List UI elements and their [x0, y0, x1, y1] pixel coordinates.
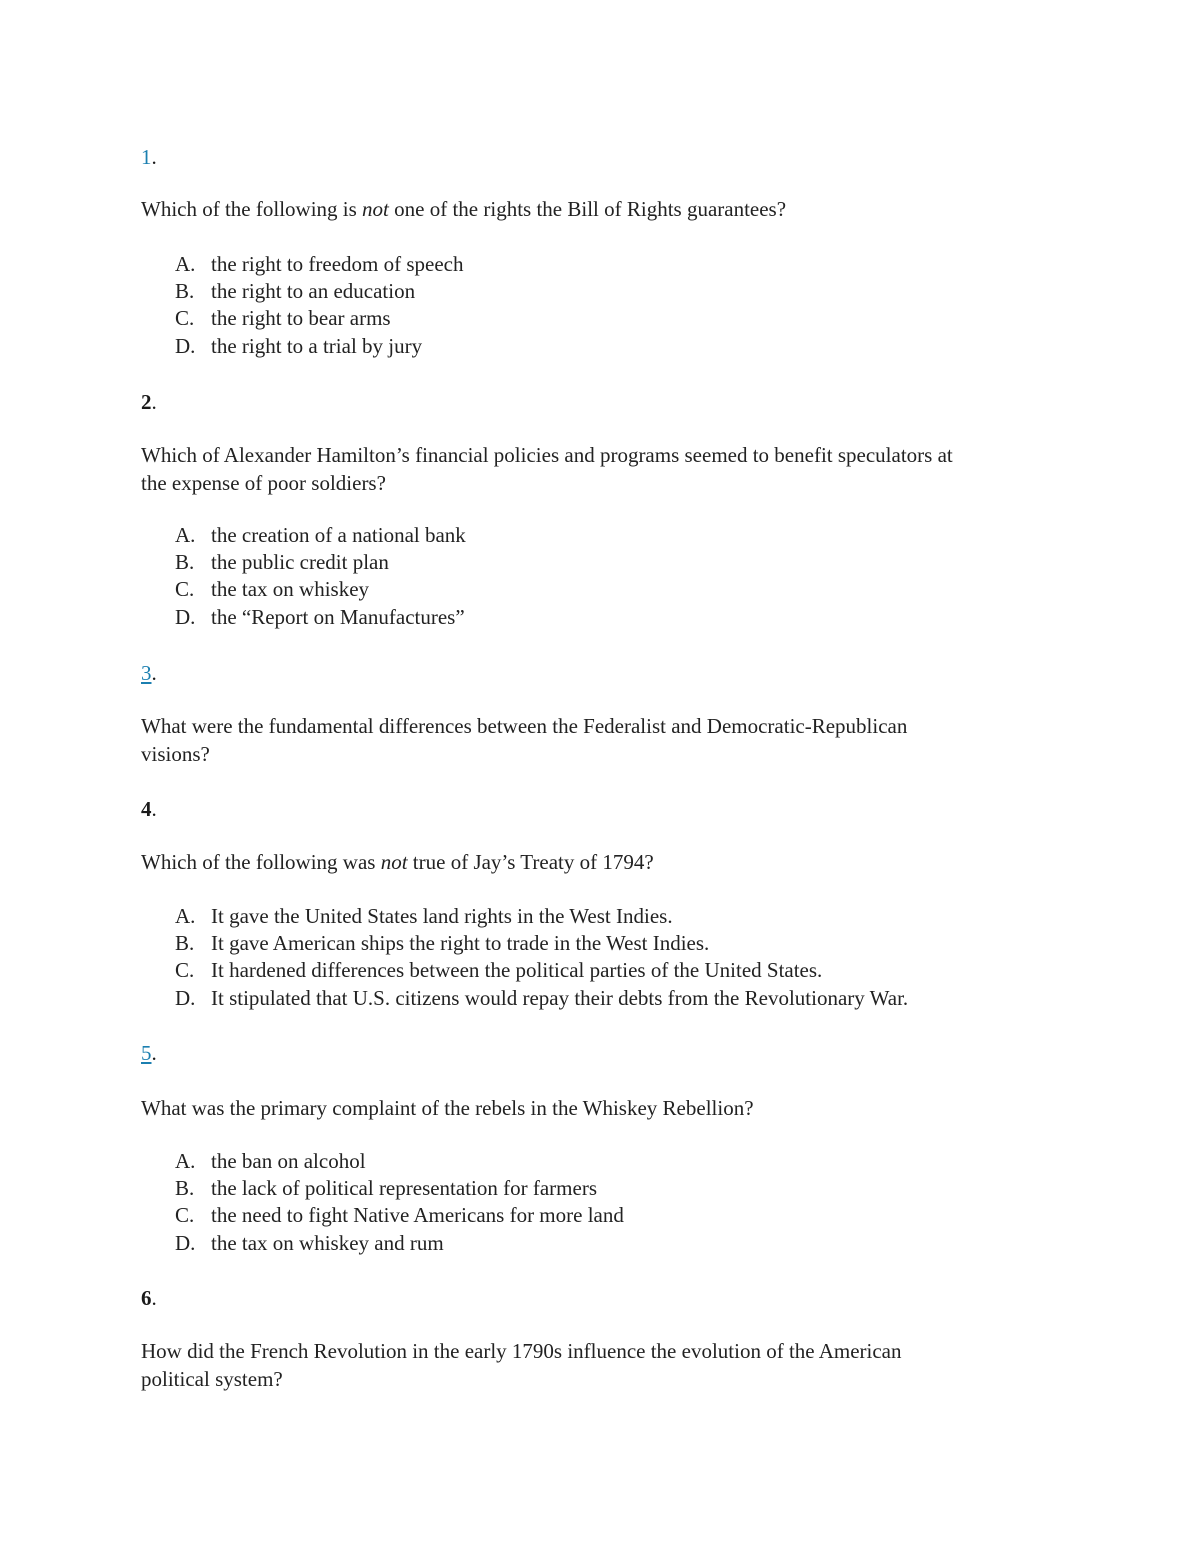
answer-choice: A. the right to freedom of speech [175, 252, 464, 276]
question-number: 2. [141, 390, 157, 414]
question-3 [141, 660, 1081, 766]
question-stem: What was the primary complaint of the rebels in the Whiskey Rebellion? [141, 1096, 754, 1120]
answer-choice: C. It hardened differences between the political parties of the United States. [175, 958, 823, 983]
question-number: 6. [141, 1286, 157, 1310]
answer-choice: B. the lack of political representation for farmers [175, 1176, 597, 1201]
question-number[interactable]: 1. [141, 145, 157, 169]
answer-choice: A. the ban on alcohol [175, 1149, 366, 1173]
answer-choice: C. the need to fight Native Americans for more land [175, 1203, 624, 1228]
answer-choices [175, 903, 908, 1012]
answer-choice: A. the creation of a national bank [175, 523, 466, 547]
question-2 [141, 389, 1081, 629]
question-1 [141, 144, 1081, 358]
answer-choice: B. It gave American ships the right to trade in the West Indies. [175, 931, 710, 956]
answer-choice: D. the right to a trial by jury [175, 333, 423, 358]
answer-choice: A. It gave the United States land rights in the West Indies. [175, 904, 673, 928]
answer-choice: D. the tax on whiskey and rum [175, 1230, 444, 1255]
question-5 [141, 1040, 1081, 1255]
answer-choice: B. the right to an education [175, 279, 416, 304]
answer-choices [175, 522, 466, 631]
question-number-link[interactable]: 5. [141, 1041, 157, 1065]
question-4 [141, 796, 1081, 1010]
question-6 [141, 1285, 1081, 1391]
answer-choice: C. the right to bear arms [175, 306, 391, 331]
answer-choices [175, 251, 464, 360]
question-stem: Which of the following was not true of Jay’s Treaty of 1794? [141, 850, 654, 874]
question-stem: Which of Alexander Hamilton’s financial policies and programs seemed to benefit speculators at the expense of poor soldiers? [141, 443, 953, 495]
question-stem: Which of the following is not one of the rights the Bill of Rights guarantees? [141, 197, 787, 221]
answer-choice: D. It stipulated that U.S. citizens would repay their debts from the Revolutionary War. [175, 985, 909, 1010]
question-number-link[interactable]: 3. [141, 661, 157, 685]
question-stem: How did the French Revolution in the early 1790s influence the evolution of the American political system? [141, 1339, 902, 1391]
question-stem: What were the fundamental differences between the Federalist and Democratic-Republican visions? [141, 714, 908, 766]
question-number: 4. [141, 797, 157, 821]
answer-choice: D. the “Report on Manufactures” [175, 604, 465, 629]
answer-choices [175, 1148, 624, 1257]
answer-choice: C. the tax on whiskey [175, 577, 370, 602]
answer-choice: B. the public credit plan [175, 550, 389, 575]
